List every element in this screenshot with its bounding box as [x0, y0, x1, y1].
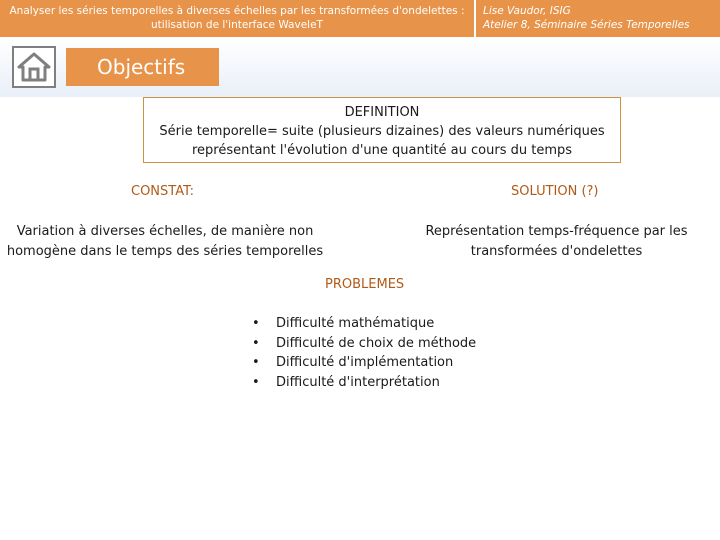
list-item: • Difficulté d'interprétation — [252, 373, 476, 393]
section-tab-objectifs[interactable]: Objectifs — [66, 48, 219, 86]
list-item: • Difficulté de choix de méthode — [252, 334, 476, 354]
problems-list — [252, 314, 476, 392]
constat-text — [0, 222, 330, 262]
presentation-title-line2: utilisation de l'interface WaveleT — [151, 19, 323, 31]
definition-term: Série temporelle — [159, 124, 267, 139]
list-item: • Difficulté d'implémentation — [252, 353, 476, 373]
definition-heading: DEFINITION — [344, 105, 420, 120]
definition-box — [143, 97, 621, 163]
home-icon — [17, 51, 51, 83]
author-line: Lise Vaudor, ISIG — [483, 5, 571, 17]
presentation-title-line1: Analyser les séries temporelles à diverses échelles par les transformées d'ondelettes : — [9, 5, 465, 17]
constat-text-d: dans le temps des séries temporelles — [76, 244, 324, 259]
definition-line1 — [144, 122, 620, 141]
problems-heading: PROBLEMES — [325, 277, 405, 292]
presentation-title — [0, 0, 476, 37]
home-button[interactable] — [12, 46, 56, 88]
solution-line2: transformées d'ondelettes — [470, 244, 643, 259]
solution-text — [410, 222, 703, 262]
definition-line2: représentant l'évolution d'une quantité au cours du temps — [191, 143, 573, 158]
constat-emphasis-scales: diverses échelles — [90, 224, 203, 239]
author-info — [483, 0, 720, 37]
constat-heading: CONSTAT: — [131, 184, 194, 199]
constat-emphasis-homogene: homogène — [6, 244, 77, 259]
constat-text-a: Variation à — [16, 224, 91, 239]
solution-heading: SOLUTION (?) — [511, 184, 599, 199]
solution-line1: Représentation temps-fréquence par les — [425, 224, 688, 239]
definition-text: = suite (plusieurs dizaines) des valeurs numériques — [266, 124, 605, 139]
list-item: • Difficulté mathématique — [252, 314, 476, 334]
event-line: Atelier 8, Séminaire Séries Temporelles — [483, 19, 690, 31]
constat-text-c: , de manière non — [202, 224, 314, 239]
